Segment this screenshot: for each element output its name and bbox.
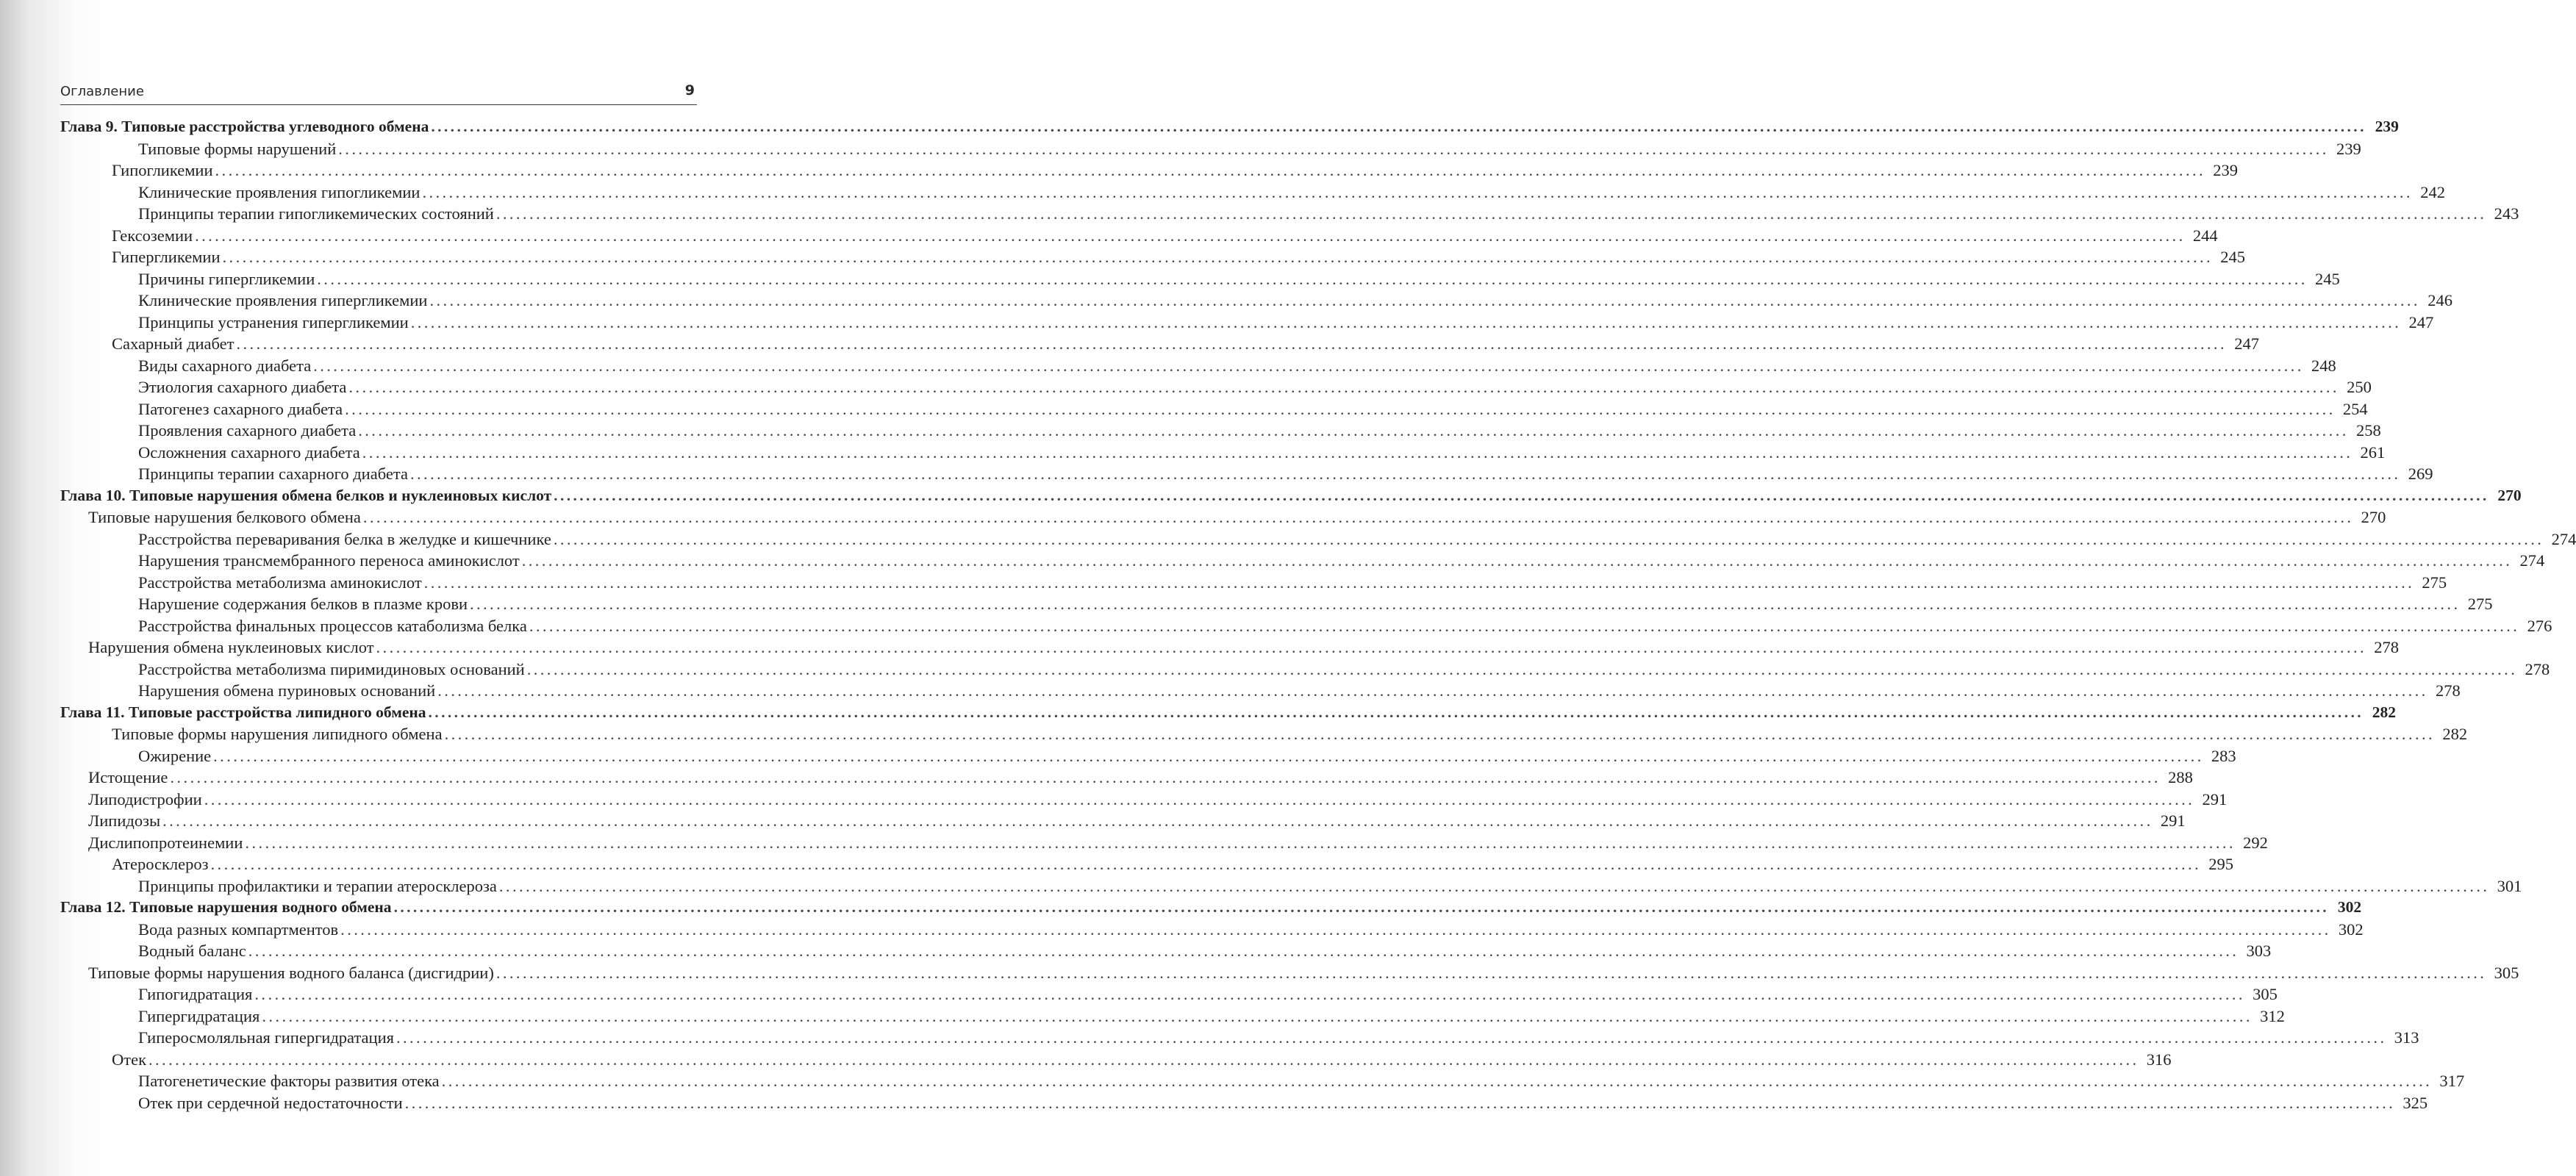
toc-page-number: 316 [2146, 1050, 2172, 1069]
dot-leader: ............................................................................................................................................................................................................................................................................................................ [313, 356, 2304, 375]
section-title: Принципы терапии гипогликемических состояний [138, 204, 494, 223]
toc-page-number: 276 [2527, 616, 2552, 635]
toc-page-number: 242 [2420, 182, 2445, 201]
section-title: Гипогликемии [112, 161, 213, 179]
toc-page-number: 288 [2168, 768, 2193, 786]
toc-entry [60, 768, 2193, 790]
toc-page-number: 302 [2338, 919, 2364, 939]
section-title: Водный баланс [138, 942, 246, 960]
toc-entry [60, 919, 2364, 942]
section-title: Ожирение [138, 746, 212, 765]
toc-entry [60, 269, 2340, 292]
toc-entry [60, 204, 2519, 226]
toc-entry [60, 465, 2433, 487]
section-title: Клинические проявления гипергликемии [138, 291, 428, 309]
section-title: Нарушения обмена нуклеиновых кислот [88, 638, 374, 656]
toc-page-number: 282 [2442, 725, 2468, 743]
toc-entry [60, 573, 2447, 595]
toc-page-number: 291 [2202, 789, 2228, 808]
toc-chapter-entry [60, 118, 2399, 140]
toc-entry [60, 442, 2386, 465]
section-title: Расстройства переваривания белка в желудке и кишечнике [138, 529, 551, 548]
toc-page-number: 325 [2403, 1093, 2428, 1112]
dot-leader: ............................................................................................................................................................................................................................................................................................................ [393, 898, 2330, 916]
dot-leader: ............................................................................................................................................................................................................................................................................................................ [404, 1093, 2396, 1112]
dot-leader: ............................................................................................................................................................................................................................................................................................................ [422, 182, 2413, 201]
dot-leader: ............................................................................................................................................................................................................................................................................................................ [410, 312, 2402, 331]
toc-page-number: 261 [2360, 442, 2386, 462]
dot-leader: ............................................................................................................................................................................................................................................................................................................ [204, 789, 2195, 808]
dot-leader: ............................................................................................................................................................................................................................................................................................................ [358, 421, 2349, 440]
dot-leader: ............................................................................................................................................................................................................................................................................................................ [222, 248, 2214, 266]
toc-entry [60, 725, 2468, 747]
dot-leader: ............................................................................................................................................................................................................................................................................................................ [162, 811, 2153, 830]
toc-entry [60, 833, 2268, 856]
toc-entry [60, 963, 2519, 986]
dot-leader: ............................................................................................................................................................................................................................................................................................................ [170, 768, 2161, 786]
running-header [60, 76, 697, 105]
toc-page-number: 278 [2435, 681, 2461, 700]
toc-entry [60, 855, 2234, 877]
section-title: Принципы устранения гипергликемии [138, 312, 409, 331]
section-title: Этиология сахарного диабета [138, 378, 347, 396]
section-title: Вода разных компартментов [138, 919, 339, 939]
dot-leader: ............................................................................................................................................................................................................................................................................................................ [236, 334, 2227, 353]
section-title: Отек при сердечной недостаточности [138, 1093, 403, 1112]
dot-leader: ............................................................................................................................................................................................................................................................................................................ [429, 291, 2420, 309]
toc-page-number: 275 [2422, 573, 2447, 592]
toc-page-number: 269 [2408, 465, 2433, 483]
dot-leader: ............................................................................................................................................................................................................................................................................................................ [495, 963, 2487, 982]
chapter-title: Глава 11. Типовые расстройства липидного обмена [60, 703, 426, 721]
toc-entry [60, 876, 2522, 899]
toc-chapter-entry [60, 486, 2522, 509]
section-title: Отек [112, 1050, 146, 1069]
toc-page-number: 313 [2394, 1028, 2419, 1047]
section-title: Нарушение содержания белков в плазме крови [138, 595, 468, 613]
toc-page-number: 305 [2253, 985, 2278, 1003]
dot-leader: ............................................................................................................................................................................................................................................................................................................ [248, 942, 2239, 960]
toc-entry [60, 942, 2272, 964]
dot-leader: ............................................................................................................................................................................................................................................................................................................ [554, 486, 2489, 504]
dot-leader: ............................................................................................................................................................................................................................................................................................................ [376, 638, 2367, 656]
toc-page-number: 303 [2246, 942, 2272, 960]
toc-page-number: 248 [2311, 356, 2336, 375]
toc-entry [60, 421, 2381, 443]
section-title: Гипергликемии [112, 248, 221, 266]
toc-page-number: 239 [2213, 161, 2239, 179]
page-number: 9 [684, 82, 695, 98]
toc-page-number: 283 [2211, 746, 2236, 765]
section-title: Гипогидратация [138, 985, 253, 1003]
section-title: Нарушения обмена пуриновых оснований [138, 681, 436, 700]
toc-entry [60, 226, 2218, 248]
toc-page-number: 295 [2208, 855, 2234, 873]
dot-leader: ............................................................................................................................................................................................................................................................................................................ [362, 442, 2353, 462]
toc-entry [60, 1028, 2419, 1050]
toc-entry [60, 616, 2552, 639]
toc-page-number: 258 [2356, 421, 2381, 440]
dot-leader: ............................................................................................................................................................................................................................................................................................................ [469, 595, 2461, 613]
toc-page-number: 244 [2192, 226, 2218, 245]
toc-chapter-entry [60, 898, 2362, 920]
dot-leader: ............................................................................................................................................................................................................................................................................................................ [215, 161, 2206, 179]
toc-page-number: 278 [2374, 638, 2400, 656]
dot-leader: ............................................................................................................................................................................................................................................................................................................ [441, 1072, 2433, 1090]
toc-page-number: 270 [2361, 508, 2386, 526]
section-title: Типовые формы нарушения водного баланса (дисгидрии) [88, 963, 494, 982]
toc-page-number: 274 [2551, 529, 2576, 548]
dot-leader: ............................................................................................................................................................................................................................................................................................................ [521, 551, 2513, 570]
toc-page-number: 245 [2315, 269, 2340, 288]
toc-entry [60, 399, 2368, 422]
toc-page-number: 250 [2347, 378, 2372, 396]
chapter-title: Глава 10. Типовые нарушения обмена белков и нуклеиновых кислот [60, 486, 552, 504]
toc-entry [60, 248, 2246, 270]
section-title: Липодистрофии [88, 789, 202, 808]
toc-page-number: 243 [2494, 204, 2519, 223]
toc-entry [60, 1050, 2172, 1072]
toc-page-number: 254 [2342, 399, 2368, 418]
dot-leader: ............................................................................................................................................................................................................................................................................................................ [262, 1006, 2253, 1025]
toc-page-number: 239 [2375, 118, 2399, 135]
toc-entry [60, 161, 2239, 183]
dot-leader: ............................................................................................................................................................................................................................................................................................................ [437, 681, 2428, 700]
toc-entry [60, 638, 2400, 660]
toc-entry [60, 811, 2186, 833]
toc-page-number: 317 [2439, 1072, 2465, 1090]
section-title: Гиперосмоляльная гипергидратация [138, 1028, 394, 1047]
dot-leader: ............................................................................................................................................................................................................................................................................................................ [213, 746, 2204, 765]
section-title: Гексоземии [112, 226, 193, 245]
toc-page-number: 278 [2525, 659, 2550, 678]
section-title: Типовые нарушения белкового обмена [88, 508, 361, 526]
section-title: Сахарный диабет [112, 334, 235, 353]
toc-entry [60, 378, 2372, 400]
section-title: Истощение [88, 768, 168, 786]
toc-page-number: 270 [2497, 486, 2522, 504]
section-title: Патогенез сахарного диабета [138, 399, 343, 418]
section-title: Липидозы [88, 811, 161, 830]
toc-page-number: 282 [2372, 703, 2397, 721]
toc-chapter-entry [60, 703, 2397, 725]
toc-page-number: 292 [2243, 833, 2268, 852]
toc-entry [60, 312, 2434, 335]
toc-page-number: 245 [2220, 248, 2246, 266]
toc-entry [60, 595, 2493, 617]
toc-entry [60, 985, 2278, 1007]
dot-leader: ............................................................................................................................................................................................................................................................................................................ [348, 378, 2339, 396]
section-title: Проявления сахарного диабета [138, 421, 357, 440]
running-header-title: Оглавление [60, 84, 144, 99]
toc-page-number: 274 [2519, 551, 2545, 570]
section-title: Патогенетические факторы развития отека [138, 1072, 440, 1090]
toc-entry [60, 551, 2545, 573]
toc-page-number: 302 [2337, 898, 2362, 916]
section-title: Атеросклероз [112, 855, 209, 873]
dot-leader: ............................................................................................................................................................................................................................................................................................................ [245, 833, 2236, 852]
toc-entry [60, 789, 2228, 812]
dot-leader: ............................................................................................................................................................................................................................................................................................................ [210, 855, 2202, 873]
dot-leader: ............................................................................................................................................................................................................................................................................................................ [495, 204, 2487, 223]
toc-entry [60, 291, 2452, 313]
dot-leader: ............................................................................................................................................................................................................................................................................................................ [423, 573, 2415, 592]
toc-entry [60, 139, 2361, 162]
section-title: Причины гипергликемии [138, 269, 315, 288]
toc-entry [60, 334, 2259, 356]
dot-leader: ............................................................................................................................................................................................................................................................................................................ [529, 616, 2520, 635]
dot-leader: ............................................................................................................................................................................................................................................................................................................ [431, 118, 2366, 135]
toc-page-number: 291 [2160, 811, 2186, 830]
toc-entry [60, 746, 2236, 769]
dot-leader: ............................................................................................................................................................................................................................................................................................................ [254, 985, 2245, 1003]
dot-leader: ............................................................................................................................................................................................................................................................................................................ [362, 508, 2354, 526]
section-title: Типовые формы нарушения липидного обмена [112, 725, 443, 743]
section-title: Типовые формы нарушений [138, 139, 337, 158]
toc-page-number: 239 [2336, 139, 2361, 158]
section-title: Принципы терапии сахарного диабета [138, 465, 408, 483]
section-title: Клинические проявления гипогликемии [138, 182, 421, 201]
toc-entry [60, 508, 2386, 530]
dot-leader: ............................................................................................................................................................................................................................................................................................................ [553, 529, 2544, 548]
toc-page-number: 305 [2494, 963, 2519, 982]
dot-leader: ............................................................................................................................................................................................................................................................................................................ [338, 139, 2329, 158]
section-title: Дислипопротеинемии [88, 833, 243, 852]
toc-page-number: 247 [2234, 334, 2259, 353]
toc-page-number: 247 [2408, 312, 2434, 331]
dot-leader: ............................................................................................................................................................................................................................................................................................................ [409, 465, 2401, 483]
toc-page-number: 312 [2260, 1006, 2285, 1025]
toc-page-number: 301 [2497, 876, 2522, 895]
dot-leader: ............................................................................................................................................................................................................................................................................................................ [195, 226, 2186, 245]
dot-leader: ............................................................................................................................................................................................................................................................................................................ [498, 876, 2490, 895]
dot-leader: ............................................................................................................................................................................................................................................................................................................ [428, 703, 2364, 721]
section-title: Принципы профилактики и терапии атеросклероза [138, 876, 497, 895]
section-title: Расстройства финальных процессов катаболизма белка [138, 616, 527, 635]
section-title: Расстройства метаболизма аминокислот [138, 573, 422, 592]
toc-entry [60, 182, 2445, 205]
toc-entry [60, 529, 2576, 552]
dot-leader: ............................................................................................................................................................................................................................................................................................................ [526, 659, 2518, 678]
section-title: Расстройства метаболизма пиримидиновых оснований [138, 659, 525, 678]
toc-entry [60, 681, 2461, 703]
dot-leader: ............................................................................................................................................................................................................................................................................................................ [340, 919, 2331, 939]
toc-page-number: 246 [2427, 291, 2452, 309]
toc-page-number: 275 [2467, 595, 2493, 613]
section-title: Виды сахарного диабета [138, 356, 312, 375]
toc-entry [60, 1006, 2285, 1029]
chapter-title: Глава 12. Типовые нарушения водного обмена [60, 898, 392, 916]
chapter-title: Глава 9. Типовые расстройства углеводного обмена [60, 118, 429, 135]
section-title: Гипергидратация [138, 1006, 260, 1025]
toc-entry [60, 1072, 2465, 1094]
section-title: Нарушения трансмембранного переноса аминокислот [138, 551, 520, 570]
toc-entry [60, 356, 2336, 379]
dot-leader: ............................................................................................................................................................................................................................................................................................................ [317, 269, 2308, 288]
dot-leader: ............................................................................................................................................................................................................................................................................................................ [149, 1050, 2139, 1069]
table-of-contents [60, 118, 2576, 1115]
dot-leader: ............................................................................................................................................................................................................................................................................................................ [444, 725, 2436, 743]
section-title: Осложнения сахарного диабета [138, 442, 360, 462]
toc-entry [60, 1093, 2428, 1116]
dot-leader: ............................................................................................................................................................................................................................................................................................................ [396, 1028, 2387, 1047]
toc-entry [60, 659, 2550, 682]
dot-leader: ............................................................................................................................................................................................................................................................................................................ [345, 399, 2336, 418]
